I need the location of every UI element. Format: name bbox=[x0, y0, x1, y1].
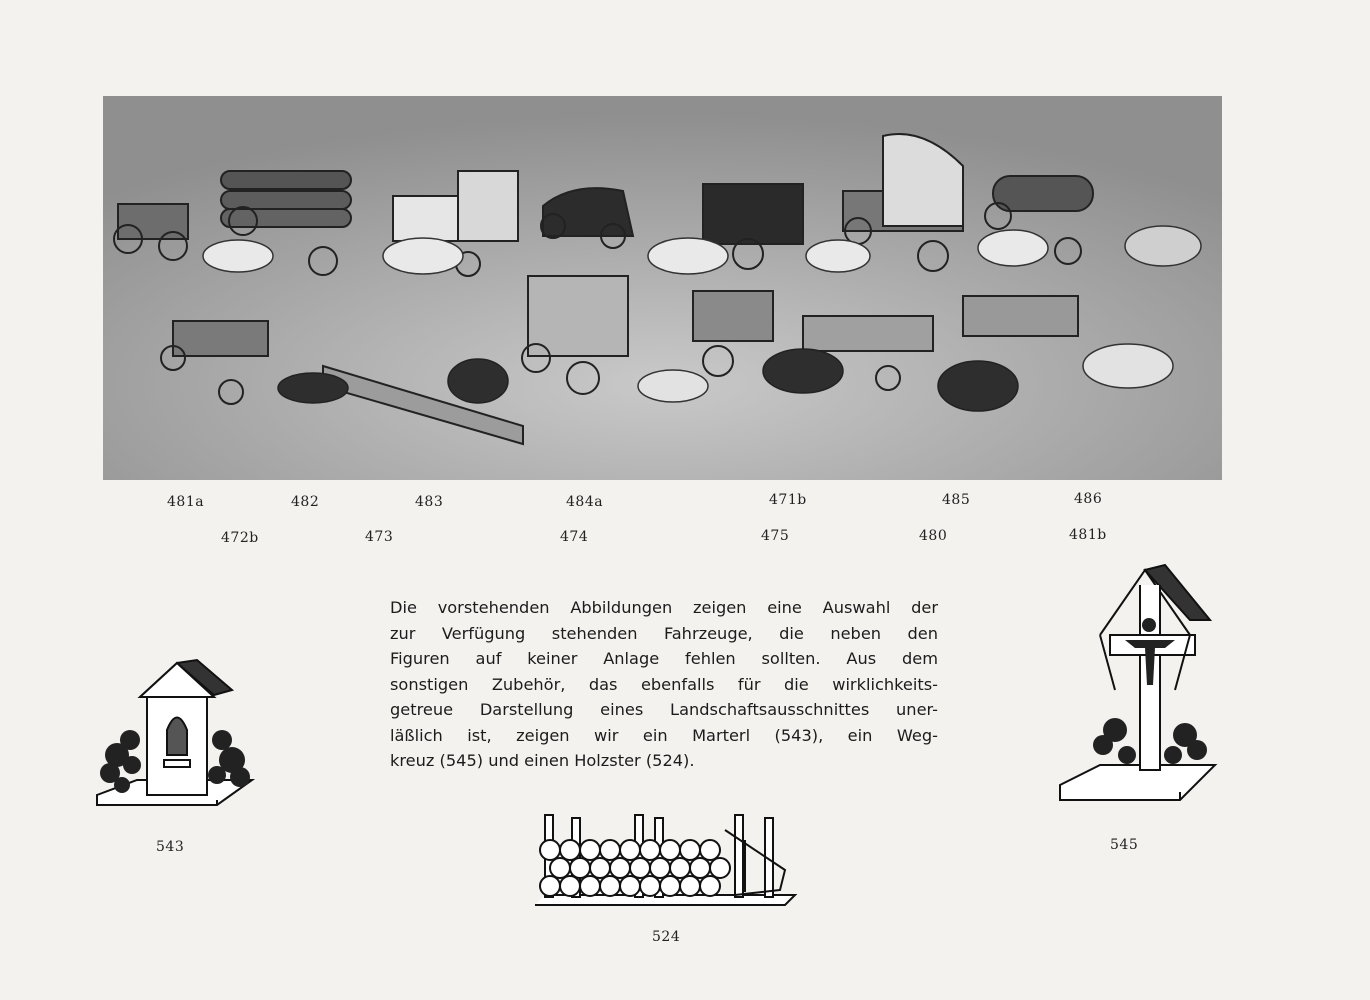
item-number: 475 bbox=[761, 528, 790, 544]
item-number: 485 bbox=[942, 492, 971, 508]
caption-line: sonstigen Zubehör, das ebenfalls für die wirklichkeits- bbox=[390, 674, 938, 694]
item-number: 480 bbox=[919, 528, 948, 544]
woodpile-illustration bbox=[530, 810, 800, 910]
item-number: 543 bbox=[156, 839, 185, 855]
item-number: 474 bbox=[560, 529, 589, 545]
item-number: 473 bbox=[365, 529, 394, 545]
item-number: 486 bbox=[1074, 491, 1103, 507]
item-number: 483 bbox=[415, 494, 444, 510]
caption-line: getreue Darstellung eines Landschaftsausschnittes uner- bbox=[390, 700, 938, 719]
caption-line: läßlich ist, zeigen wir ein Marterl (543), ein Weg- bbox=[390, 725, 938, 745]
item-number: 481b bbox=[1069, 527, 1107, 543]
caption-line: Die vorstehenden Abbildungen zeigen eine Auswahl der bbox=[390, 598, 938, 617]
item-number: 484a bbox=[566, 494, 604, 510]
crucifix-illustration bbox=[1055, 560, 1220, 810]
vehicles-photo-art bbox=[103, 96, 1222, 480]
item-number: 482 bbox=[291, 494, 320, 510]
item-number: 481a bbox=[167, 494, 205, 510]
caption-line: Figuren auf keiner Anlage fehlen sollten. Aus dem bbox=[390, 649, 938, 668]
item-number: 472b bbox=[221, 530, 259, 546]
item-number: 524 bbox=[652, 929, 681, 945]
caption-line: zur Verfügung stehenden Fahrzeuge, die neben den bbox=[390, 623, 938, 643]
shrine-illustration bbox=[92, 655, 257, 815]
item-number: 471b bbox=[769, 492, 807, 508]
caption-line: kreuz (545) und einen Holzster (524). bbox=[390, 751, 695, 770]
description-paragraph bbox=[390, 595, 938, 774]
vehicles-photograph bbox=[103, 96, 1222, 480]
item-number: 545 bbox=[1110, 837, 1139, 853]
